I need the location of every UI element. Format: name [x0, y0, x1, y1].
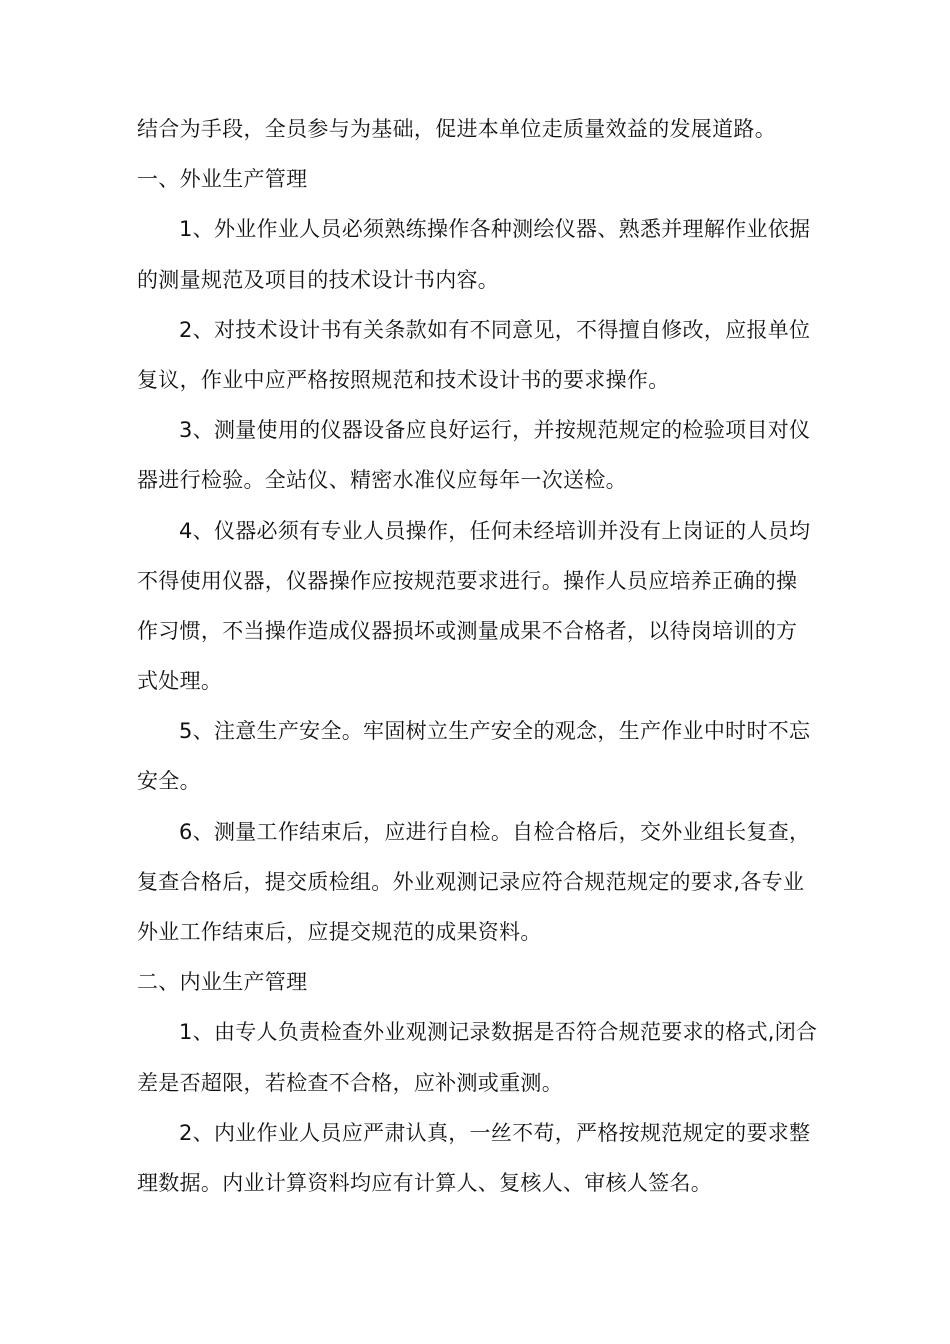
paragraph-line: 安全。 [137, 769, 201, 794]
paragraph-office-1 [137, 1007, 817, 1107]
paragraph-line: 2、对技术设计书有关条款如有不同意见，不得擅自修改，应报单位 [179, 317, 811, 342]
paragraph-line: 复议，作业中应严格按照规范和技术设计书的要求操作。 [137, 367, 670, 392]
section-heading-field-production: 一、外业生产管理 [137, 167, 308, 192]
paragraph-line: 作习惯，不当操作造成仪器损坏或测量成果不合格者，以待岗培训的方 [137, 618, 798, 643]
paragraph-5 [137, 706, 817, 806]
document-body [137, 104, 817, 1208]
paragraph-line: 理数据。内业计算资料均应有计算人、复核人、审核人签名。 [137, 1170, 713, 1195]
paragraph-line: 外业工作结束后，应提交规范的成果资料。 [137, 920, 542, 944]
paragraph-1 [137, 204, 817, 304]
paragraph-line: 差是否超限，若检查不合格，应补测或重测。 [137, 1070, 563, 1095]
paragraph-6 [137, 807, 817, 958]
paragraph-line: 5、注意生产安全。牢固树立生产安全的观念，生产作业中时时不忘 [179, 719, 811, 744]
paragraph-line: 的测量规范及项目的技术设计书内容。 [137, 267, 500, 292]
paragraph-line: 2、内业作业人员应严肃认真，一丝不苟，严格按规范规定的要求整 [179, 1120, 811, 1145]
paragraph-office-2 [137, 1108, 817, 1208]
paragraph-line: 式处理。 [137, 669, 223, 694]
paragraph-line: 器进行检验。全站仪、精密水准仪应每年一次送检。 [137, 468, 627, 493]
paragraph-line: 3、测量使用的仪器设备应良好运行，并按规范规定的检验项目对仪 [179, 418, 811, 443]
paragraph-line: 6、测量工作结束后，应进行自检。自检合格后，交外业组长复查， [179, 819, 811, 844]
paragraph-line: 复查合格后，提交质检组。外业观测记录应符合规范规定的要求,各专业 [137, 869, 805, 894]
paragraph-line: 1、外业作业人员必须熟练操作各种测绘仪器、熟悉并理解作业依据 [179, 217, 811, 242]
paragraph-2 [137, 305, 817, 405]
paragraph-line: 不得使用仪器，仪器操作应按规范要求进行。操作人员应培养正确的操 [137, 568, 798, 593]
paragraph-4 [137, 506, 817, 707]
paragraph-line: 4、仪器必须有专业人员操作，任何未经培训并没有上岗证的人员均 [179, 518, 811, 543]
intro-line: 结合为手段，全员参与为基础，促进本单位走质量效益的发展道路。 [137, 117, 776, 141]
paragraph-line: 1、由专人负责检查外业观测记录数据是否符合规范要求的格式,闭合 [179, 1020, 818, 1045]
paragraph-3 [137, 405, 817, 505]
section-heading-office-production: 二、内业生产管理 [137, 970, 308, 995]
